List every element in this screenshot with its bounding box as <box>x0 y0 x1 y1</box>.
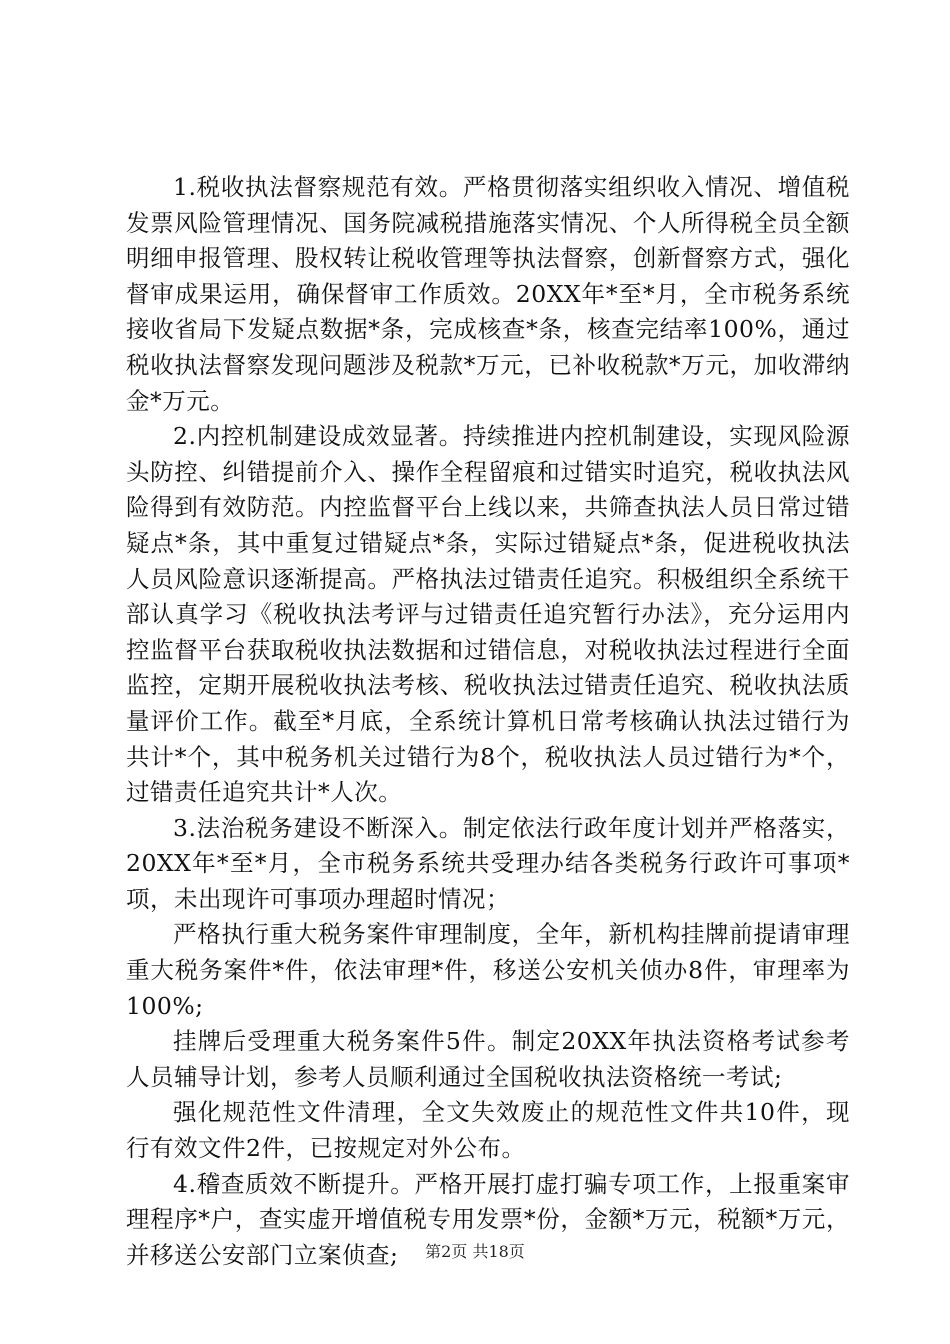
paragraph-inspection: 4.稽查质效不断提升。严格开展打虚打骗专项工作，上报重案审理程序*户，查实虚开增值税专用发票*份，金额*万元，税额*万元，并移送公安部门立案侦查; <box>126 1169 850 1269</box>
paragraph-rule-of-law: 3.法治税务建设不断深入。制定依法行政年度计划并严格落实，20XX年*至*月，全市税务系统共受理办结各类税务行政许可事项*项，未出现许可事项办理超时情况； <box>126 813 850 913</box>
paragraph-internal-control: 2.内控机制建设成效显著。持续推进内控机制建设，实现风险源头防控、纠错提前介入、操作全程留痕和过错实时追究，税收执法风险得到有效防范。内控监督平台上线以来，共筛查执法人员日常过错疑点*条，其中重复过错疑点*条，实际过错疑点*条，促进税收执法人员风险意识逐渐提高。严格执法过错责任追究。积极组织全系统干部认真学习《税收执法考评与过错责任追究暂行办法》，充分运用内控监督平台获取税收执法数据和过错信息，对税收执法过程进行全面监控，定期开展税收执法考核、税收执法过错责任追究、税收执法质量评价工作。截至*月底，全系统计算机日常考核确认执法过错行为共计*个，其中税务机关过错行为8个，税收执法人员过错行为*个，过错责任追究共计*人次。 <box>126 422 850 807</box>
page-number-footer: 第2页 共18页 <box>425 1242 525 1261</box>
document-body <box>126 170 850 1273</box>
paragraph-normative-docs: 强化规范性文件清理，全文失效废止的规范性文件共10件，现行有效文件2件，已按规定对外公布。 <box>126 1098 850 1163</box>
paragraph-case-review: 严格执行重大税务案件审理制度，全年，新机构挂牌前提请审理重大税务案件*件，依法审理*件，移送公安机关侦办8件，审理率为100%; <box>126 920 850 1020</box>
paragraph-exam-plan: 挂牌后受理重大税务案件5件。制定20XX年执法资格考试参考人员辅导计划，参考人员顺利通过全国税收执法资格统一考试; <box>126 1027 850 1091</box>
paragraph-supervision: 1.税收执法督察规范有效。严格贯彻落实组织收入情况、增值税发票风险管理情况、国务院减税措施落实情况、个人所得税全员全额明细申报管理、股权转让税收管理等执法督察，创新督察方式，强化督审成果运用，确保督审工作质效。20XX年*至*月，全市税务系统接收省局下发疑点数据*条，完成核查*条，核查完结率100%，通过税收执法督察发现问题涉及税款*万元，已补收税款*万元，加收滞纳金*万元。 <box>126 173 850 415</box>
